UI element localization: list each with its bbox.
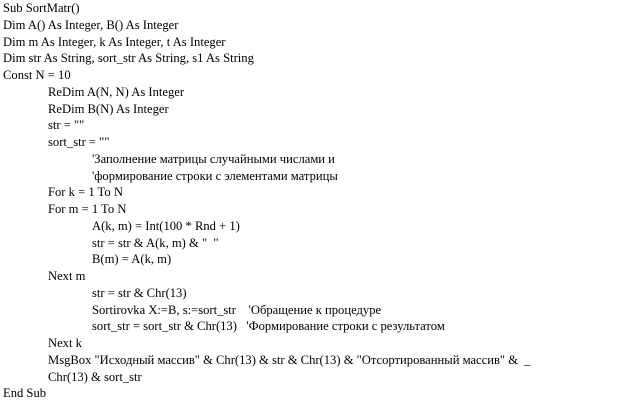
code-line: Dim A() As Integer, B() As Integer <box>3 17 179 32</box>
code-line: sort_str = "" <box>48 135 110 149</box>
code-listing <box>3 0 531 402</box>
code-line: Const N = 10 <box>3 68 71 82</box>
code-line: Sub SortMatr() <box>3 1 80 15</box>
code-line: For m = 1 To N <box>48 202 127 216</box>
code-comment-line: 'Заполнение матрицы случайными числами и <box>92 151 335 166</box>
code-comment-line: 'формирование строки с элементами матрицы <box>92 168 338 183</box>
code-line: str = str & Chr(13) <box>92 285 187 300</box>
code-line: For k = 1 To N <box>48 185 123 200</box>
code-line: Chr(13) & sort_str <box>48 369 142 384</box>
code-line: Next k <box>48 336 82 350</box>
code-line: Dim str As String, sort_str As String, s1 As String <box>3 51 254 66</box>
code-line: str = "" <box>48 118 85 133</box>
code-line: End Sub <box>3 386 47 401</box>
code-line: MsgBox "Исходный массив" & Chr(13) & str & Chr(13) & "Отсортированный массив" & _ <box>48 352 531 367</box>
code-line: ReDim A(N, N) As Integer <box>48 84 185 99</box>
code-line: ReDim B(N) As Integer <box>48 101 169 116</box>
code-line: B(m) = A(k, m) <box>92 252 172 267</box>
code-line: A(k, m) = Int(100 * Rnd + 1) <box>92 218 240 233</box>
code-line: str = str & A(k, m) & " " <box>92 235 219 250</box>
code-line: Dim m As Integer, k As Integer, t As Integer <box>3 34 226 49</box>
code-line: Next m <box>48 269 86 283</box>
code-line: sort_str = sort_str & Chr(13) 'Формирование строки с результатом <box>92 319 445 334</box>
code-line: Sortirovka X:=B, s:=sort_str 'Обращение к процедуре <box>92 302 382 317</box>
